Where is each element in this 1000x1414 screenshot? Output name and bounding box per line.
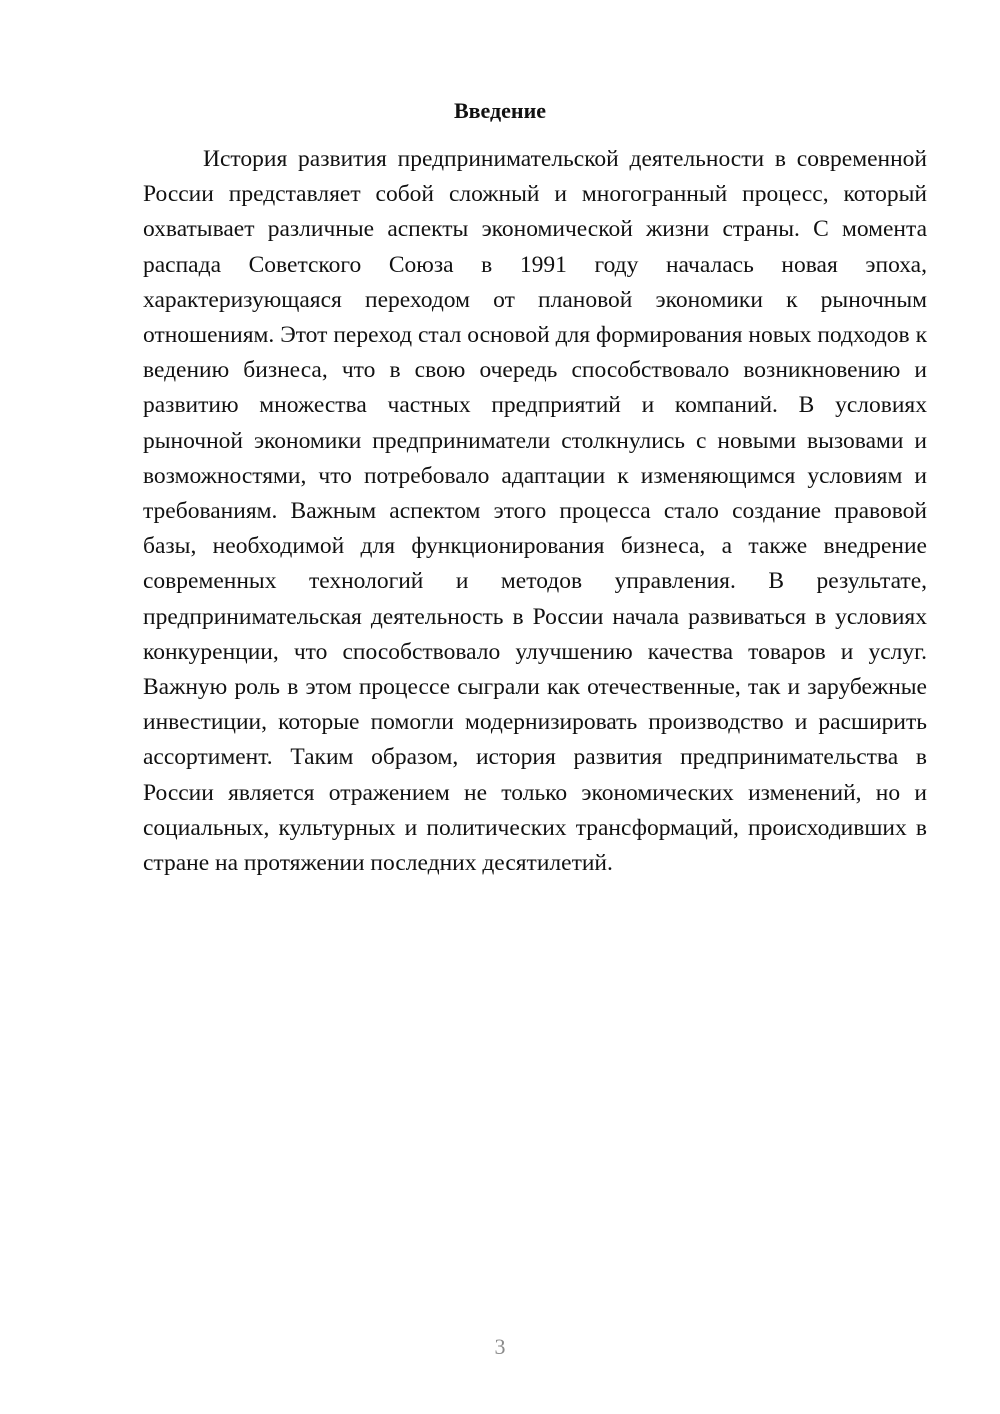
body-paragraph: История развития предпринимательской деятельности в современной России представляет собой сложный и многогранный процесс, который охватывает различные аспекты экономической жизни страны. С момента распада Советского Союза в 1991 году началась новая эпоха, характеризующаяся переходом от плановой экономики к рыночным отношениям. Этот переход стал основой для формирования новых подходов к ведению бизнеса, что в свою очередь способствовало возникновению и развитию множества частных предприятий и компаний. В условиях рыночной экономики предприниматели столкнулись с новыми вызовами и возможностями, что потребовало адаптации к изменяющимся условиям и требованиям. Важным аспектом этого процесса стало создание правовой базы, необходимой для функционирования бизнеса, а также внедрение современных технологий и методов управления. В результате, предпринимательская деятельность в России начала развиваться в условиях конкуренции, что способствовало улучшению качества товаров и услуг. Важную роль в этом процессе сыграли как отечественные, так и зарубежные инвестиции, которые помогли модернизировать производство и расширить ассортимент. Таким образом, история развития предпринимательства в России является отражением не только экономических изменений, но и социальных, культурных и политических трансформаций, происходивших в стране на протяжении последних десятилетий. [143, 146, 927, 877]
page-number: 3 [494, 1334, 506, 1359]
section-title: Введение [453, 98, 547, 123]
